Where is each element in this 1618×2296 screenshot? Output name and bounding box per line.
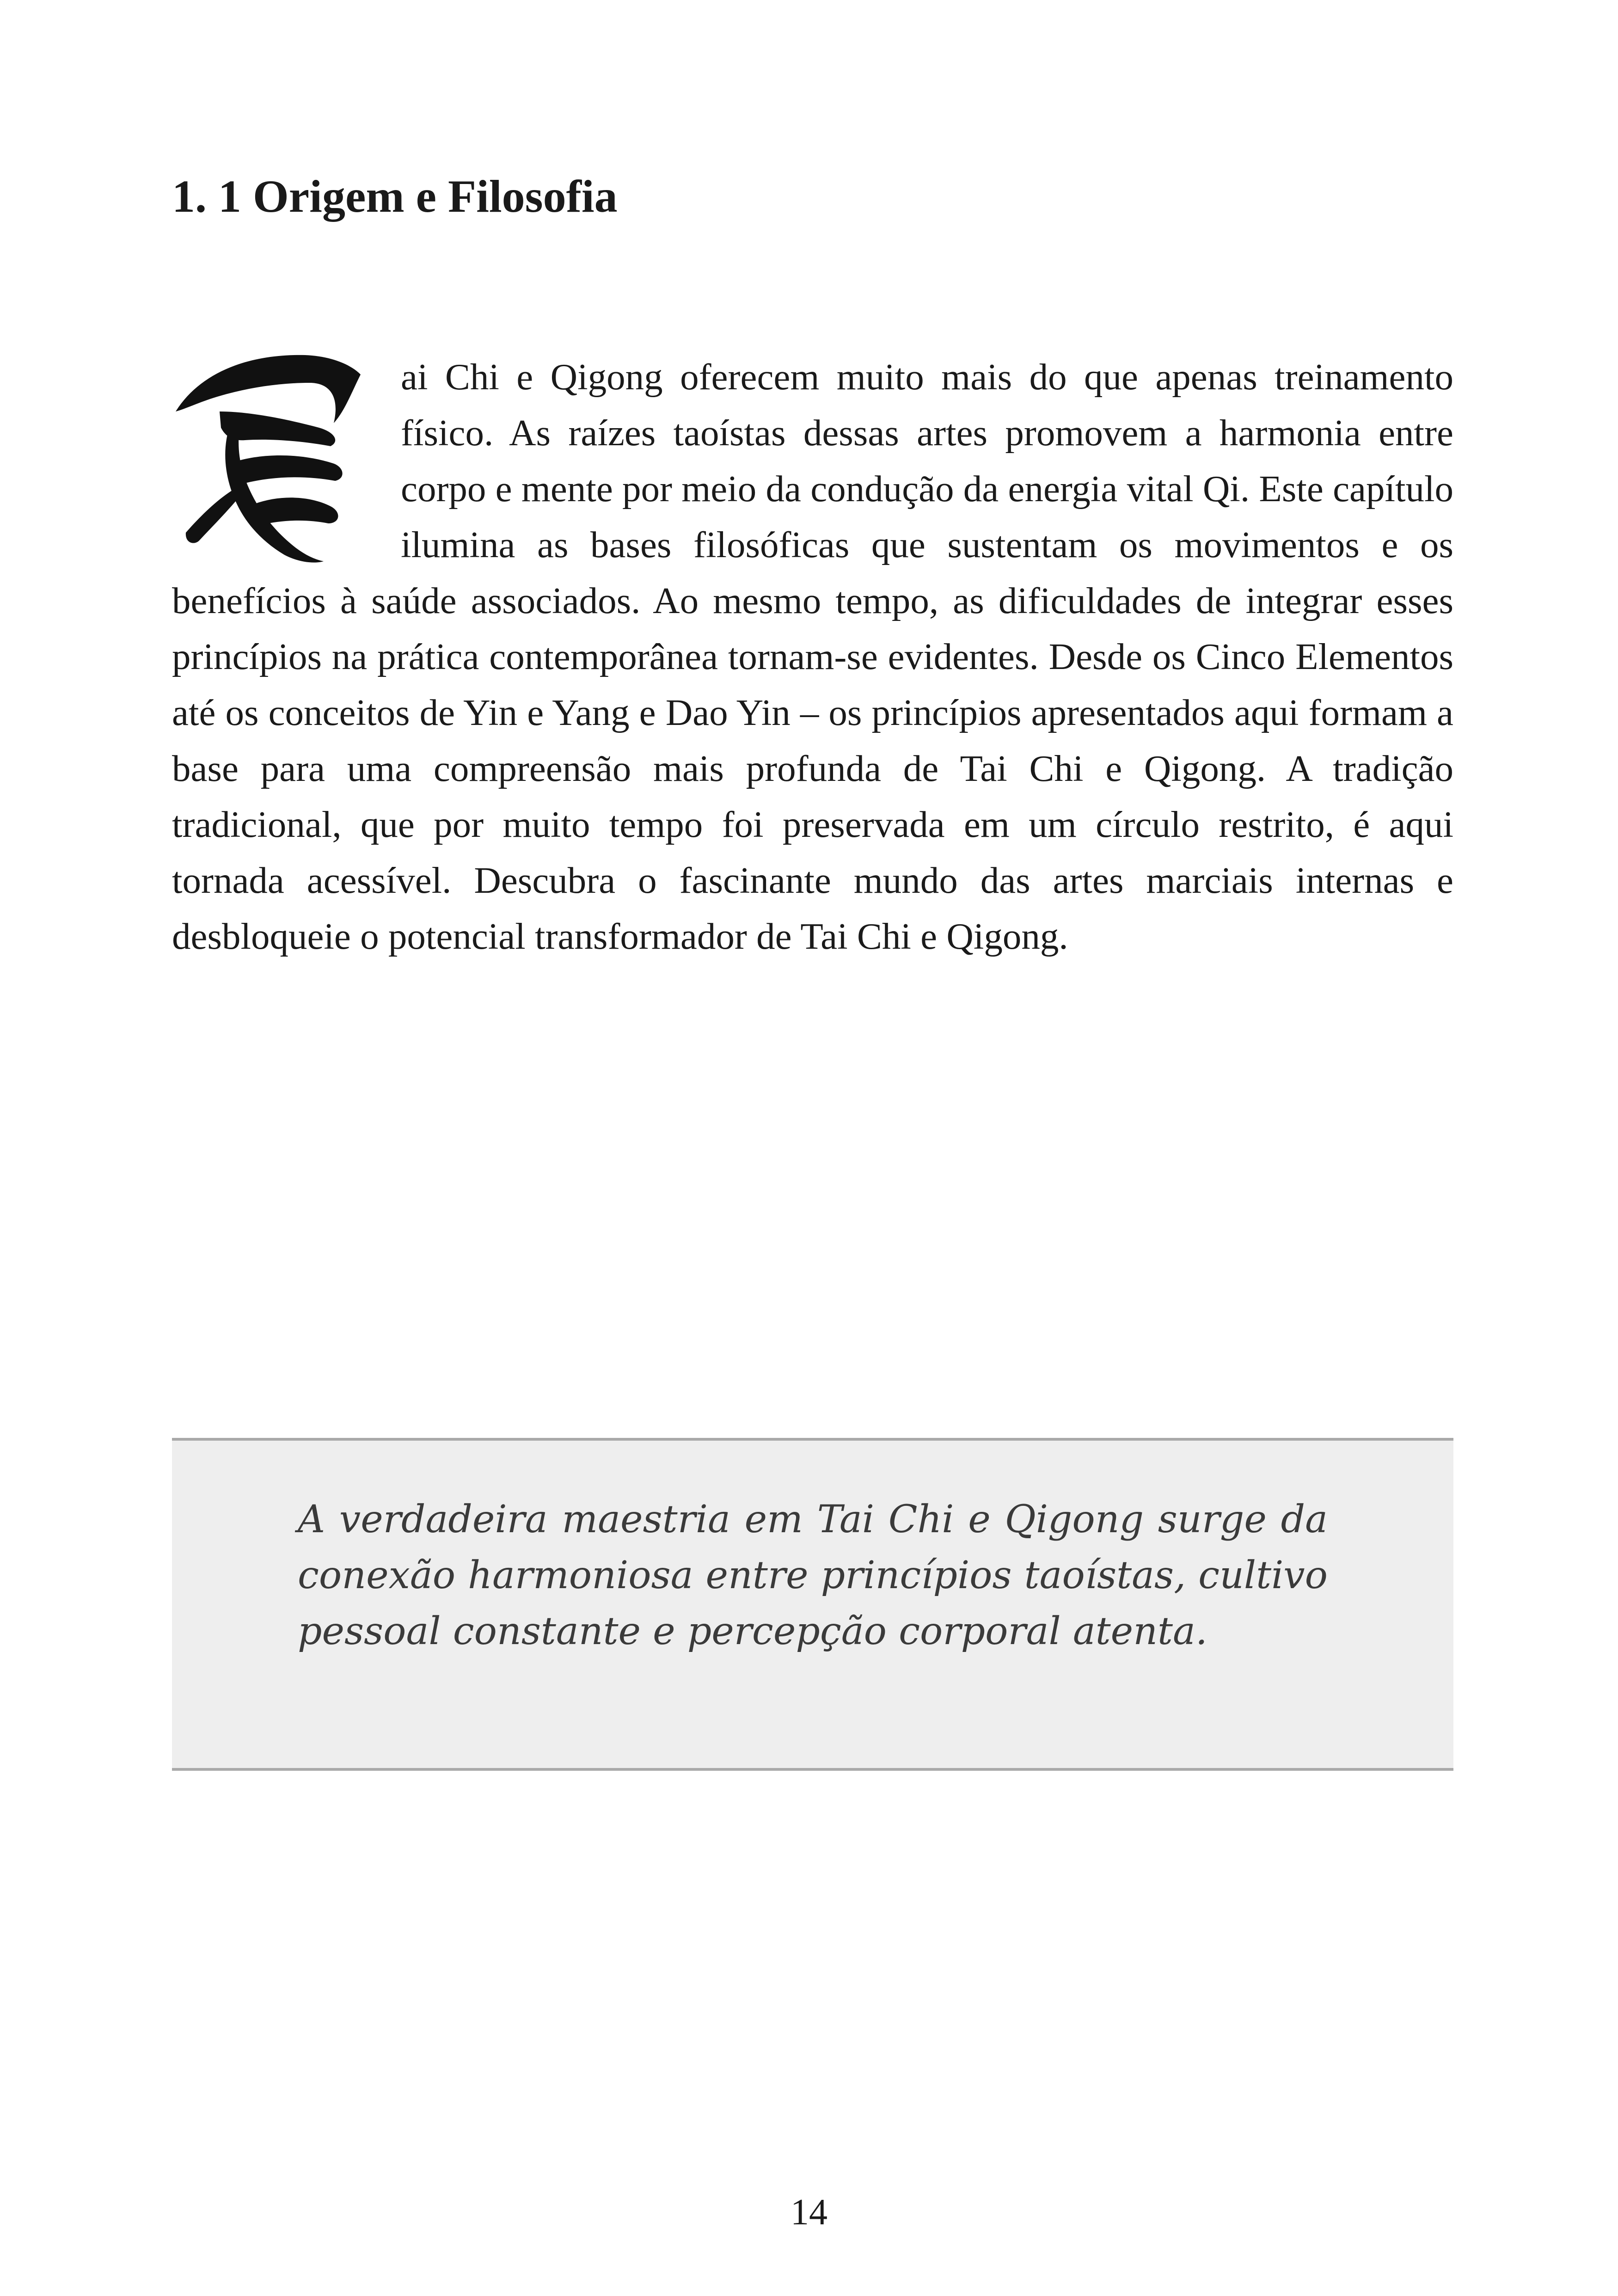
highlight-quote-text: A verdadeira maestria em Tai Chi e Qigong surge da conexão harmoniosa entre princípios taoístas, cultivo pessoal constante e percepção corporal atenta.	[298, 1498, 1328, 1653]
section-heading: 1. 1 Origem e Filosofia	[172, 171, 618, 222]
drop-cap-spacer	[172, 349, 401, 573]
body-paragraph: ai Chi e Qigong oferecem muito mais do que apenas treinamento físico. As raízes taoístas dessas artes promovem a harmonia entre corpo e mente por meio da condução da energia vital Qi. Este capítulo ilumina as bases filosóficas que sustentam os movimentos e os benefícios à saúde associados. Ao mesmo tempo, as dificuldades de integrar esses princípios na prática contemporânea tornam-se evidentes. Desde os Cinco Elementos até os conceitos de Yin e Yang e Dao Yin – os princípios apresentados aqui formam a base para uma compreensão mais profunda de Tai Chi e Qigong. A tradição tradicional, que por muito tempo foi preservada em um círculo restrito, é aqui tornada acessível. Descubra o fascinante mundo das artes marciais internas e desbloqueie o potencial transformador de Tai Chi e Qigong.	[172, 356, 1453, 957]
body-paragraph-block	[172, 349, 1453, 964]
page-number: 14	[791, 2192, 827, 2233]
highlight-quote-box	[172, 1438, 1453, 1771]
